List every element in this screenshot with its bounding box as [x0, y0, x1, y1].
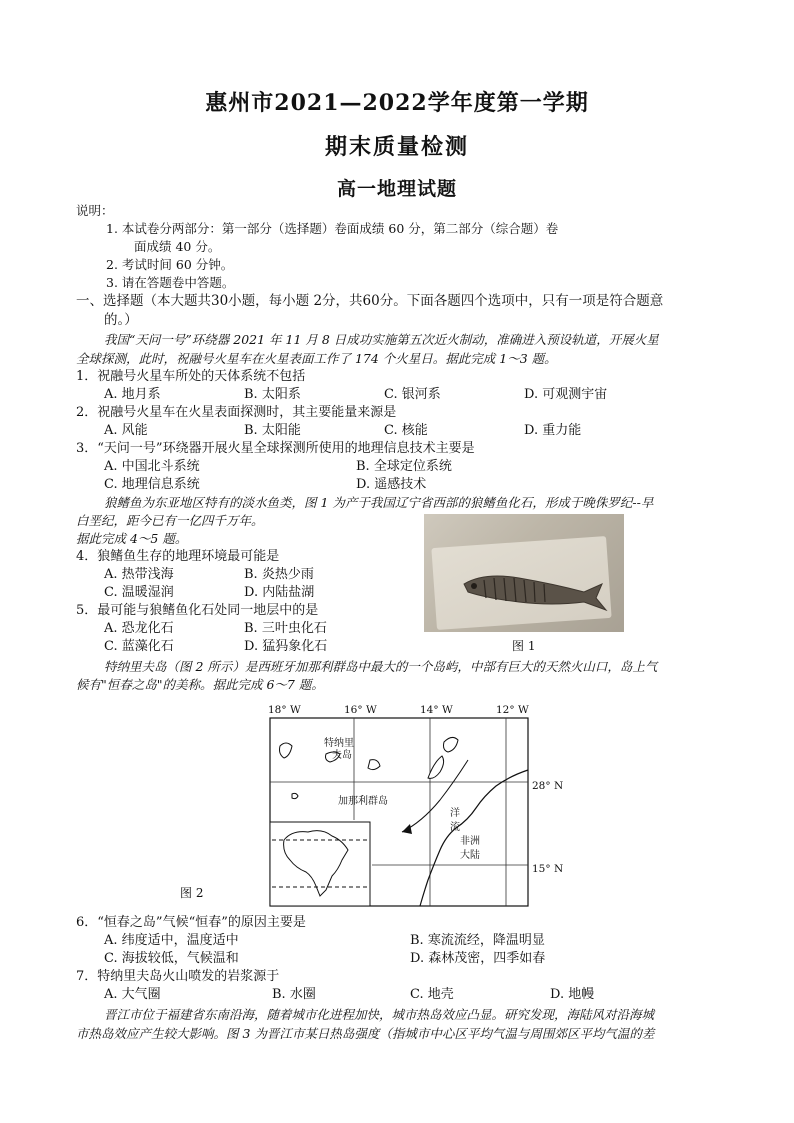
q7-option-a[interactable]: A. 大气圈: [104, 987, 161, 1002]
exam-subtitle: 期末质量检测: [324, 134, 469, 160]
q7-option-d[interactable]: D. 地幔: [550, 987, 595, 1002]
q4-option-a[interactable]: A. 热带浅海: [104, 567, 174, 582]
passage-2-line1: 狼鳍鱼为东亚地区特有的淡水鱼类，图 1 为产于我国辽宁省西部的狼鳍鱼化石，形成于晚侏罗纪--早: [104, 495, 654, 510]
q4-option-b[interactable]: B. 炎热少雨: [244, 567, 314, 582]
canary-islands-map: [262, 700, 582, 910]
label-africa-2: 大陆: [460, 850, 480, 861]
label-tenerife: 特纳里: [324, 738, 354, 749]
current-arrowhead: [402, 824, 412, 834]
label-canary-islands: 加那利群岛: [338, 796, 388, 807]
lat-label-28n: 28° N: [532, 780, 564, 792]
q7-option-c[interactable]: C. 地壳: [410, 987, 454, 1002]
label-africa: 非洲: [460, 836, 480, 847]
passage-1-line1: 我国“天问一号”环绕器 2021 年 11 月 8 日成功实施第五次近火制动，准确进入预设轨道，开展火星: [104, 332, 659, 347]
q2-option-a[interactable]: A. 风能: [104, 423, 148, 438]
passage-3-line1: 特纳里夫岛（图 2 所示）是西班牙加那利群岛中最大的一个岛屿，中部有巨大的天然火山口，岛上气: [104, 659, 658, 674]
label-tenerife-2: 夫岛: [332, 750, 352, 761]
q3-option-d[interactable]: D. 遥感技术: [356, 477, 427, 492]
lon-label-16w: 16° W: [344, 704, 377, 716]
question-2: 2．祝融号火星车在火星表面探测时，其主要能量来源是: [76, 405, 397, 420]
q3-option-a[interactable]: A. 中国北斗系统: [104, 459, 200, 474]
lon-label-12w: 12° W: [496, 704, 529, 716]
q2-option-d[interactable]: D. 重力能: [524, 423, 582, 438]
africa-inset: [270, 822, 370, 906]
q4-option-d[interactable]: D. 内陆盐湖: [244, 585, 315, 600]
figure-1-caption: 图 1: [512, 639, 536, 653]
q6-option-b[interactable]: B. 寒流流经，降温明显: [410, 933, 545, 948]
section-heading-cont: 的。）: [104, 312, 138, 328]
section-heading: 一、选择题（本大题共30小题，每小题 2分，共60分。下面各题四个选项中，只有一项是符合题意: [76, 293, 664, 309]
passage-4-line2: 市热岛效应产生较大影响。图 3 为晋江市某日热岛强度（指城市中心区平均气温与周围郊区平均气温的差: [76, 1026, 655, 1041]
q5-option-a[interactable]: A. 恐龙化石: [104, 621, 174, 636]
exam-title: 惠州市2021—2022学年度第一学期: [205, 90, 589, 116]
q1-option-b[interactable]: B. 太阳系: [244, 387, 301, 402]
q1-option-a[interactable]: A. 地月系: [104, 387, 161, 402]
lon-label-18w: 18° W: [268, 704, 301, 716]
q3-option-b[interactable]: B. 全球定位系统: [356, 459, 452, 474]
fish-fossil-image: [424, 514, 624, 632]
q1-option-c[interactable]: C. 银河系: [384, 387, 441, 402]
q2-option-c[interactable]: C. 核能: [384, 423, 428, 438]
passage-1-line2: 全球探测，此时，祝融号火星车在火星表面工作了 174 个火星日。据此完成 1～3 题。: [76, 351, 557, 366]
lat-label-15n: 15° N: [532, 863, 564, 875]
instruction-1-cont: 面成绩 40 分。: [134, 239, 221, 254]
q5-option-b[interactable]: B. 三叶虫化石: [244, 621, 327, 636]
question-6: 6．“恒春之岛”气候“恒春”的原因主要是: [76, 915, 306, 930]
passage-4-line1: 晋江市位于福建省东南沿海，随着城市化进程加快，城市热岛效应凸显。研究发现，海陆风对沿海城: [104, 1007, 655, 1022]
q5-option-d[interactable]: D. 猛犸象化石: [244, 639, 328, 654]
passage-2-line2: 白垩纪，距今已有一亿四千万年。: [76, 513, 264, 528]
q7-option-b[interactable]: B. 水圈: [272, 987, 316, 1002]
q6-option-c[interactable]: C. 海拔较低，气候温和: [104, 951, 239, 966]
question-3: 3．“天问一号”环绕器开展火星全球探测所使用的地理信息技术主要是: [76, 441, 475, 456]
instruction-1: 1. 本试卷分两部分：第一部分（选择题）卷面成绩 60 分，第二部分（综合题）卷: [106, 221, 559, 236]
passage-3-line2: 候有"恒春之岛"的美称。据此完成 6～7 题。: [76, 677, 324, 692]
lon-label-14w: 14° W: [420, 704, 453, 716]
q6-option-a[interactable]: A. 纬度适中，温度适中: [104, 933, 239, 948]
instruction-2: 2. 考试时间 60 分钟。: [106, 257, 234, 272]
q3-option-c[interactable]: C. 地理信息系统: [104, 477, 200, 492]
q2-option-b[interactable]: B. 太阳能: [244, 423, 301, 438]
q6-option-d[interactable]: D. 森林茂密，四季如春: [410, 951, 546, 966]
island-la-palma: [280, 743, 293, 758]
q1-option-d[interactable]: D. 可观测宇宙: [524, 387, 608, 402]
label-current-2: 流: [450, 822, 460, 833]
q5-option-c[interactable]: C. 蓝藻化石: [104, 639, 174, 654]
question-1: 1．祝融号火星车所处的天体系统不包括: [76, 369, 306, 384]
passage-2-line3: 据此完成 4～5 题。: [76, 531, 188, 546]
instruction-3: 3. 请在答题卷中答题。: [106, 275, 235, 290]
question-5: 5．最可能与狼鳍鱼化石处同一地层中的是: [76, 603, 319, 618]
island-lanzarote: [444, 737, 459, 752]
question-7: 7．特纳里夫岛火山喷发的岩浆源于: [76, 969, 280, 984]
figure-2-caption-text: 图 2: [180, 886, 204, 900]
label-current: 洋: [450, 808, 460, 819]
q4-option-c[interactable]: C. 温暖湿润: [104, 585, 174, 600]
island-gran-canaria: [368, 760, 380, 770]
question-4: 4．狼鳍鱼生存的地理环境最可能是: [76, 549, 280, 564]
island-hierro: [292, 793, 298, 798]
subject-title: 高一地理试题: [336, 178, 457, 200]
instructions-label: 说明：: [76, 203, 114, 218]
